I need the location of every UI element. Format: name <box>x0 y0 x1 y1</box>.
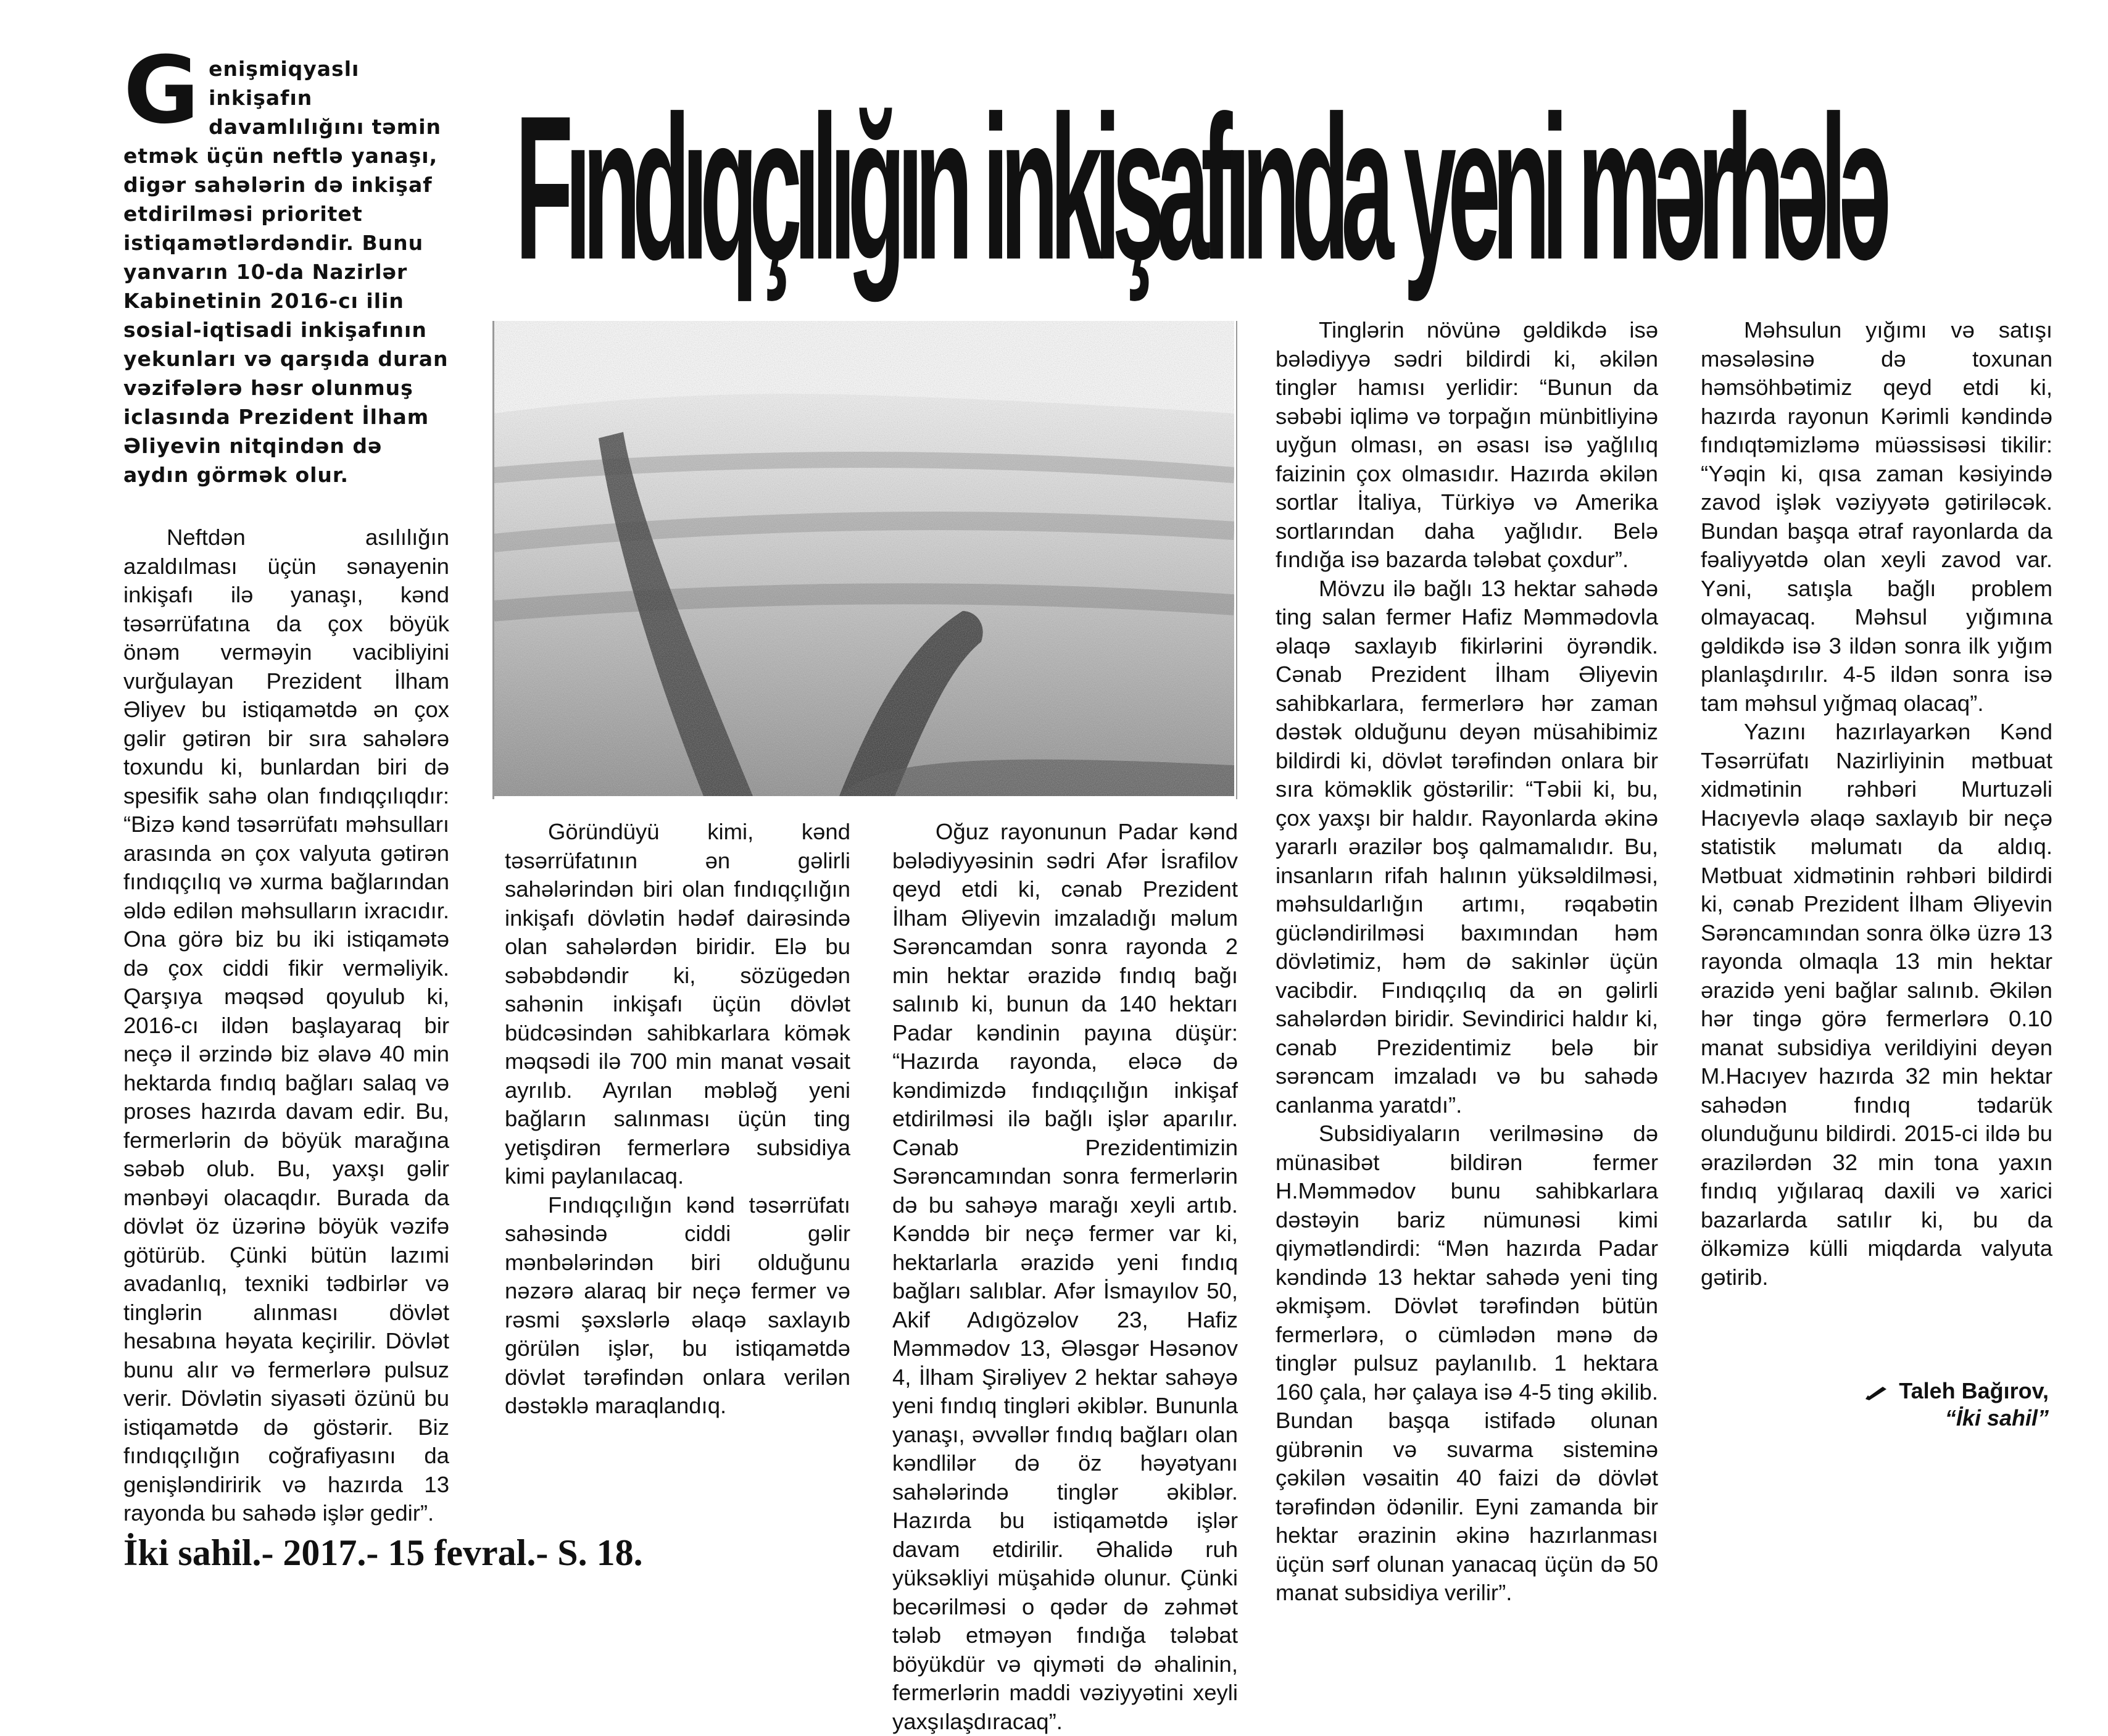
photo-border-left <box>492 321 494 799</box>
byline-author: Taleh Bağırov, <box>1899 1378 2049 1403</box>
drop-cap: G <box>123 37 201 144</box>
pen-icon <box>1864 1383 1889 1402</box>
photo-border-right <box>1236 321 1237 799</box>
lead-text: enişmiqyaslı inkişafın davamlılığını təmin etmək üçün neftlə yanaşı, digər sahələrin də inkişaf etdirilməsi prioritet istiqamətlərdəndir. Bunu yanvarın 10-da Nazirlər Kabinetinin 2016-cı ilin sosial-iqtisadi inkişafının yekunları və qarşıda duran vəzifələrə həsr olunmuş iclasında Prezident İlham Əliyevin nitqindən də aydın görmək olur. <box>123 57 449 487</box>
field-photo <box>494 321 1234 796</box>
paragraph-1: Neftdən asılılığın azaldılması üçün sənayenin inkişafı ilə yanaşı, kənd təsərrüfatına da çox böyük önəm verməyin vacibliyini vurğulayan Prezident İlham Əliyev bu istiqamətdə ən çox gəlir gətirən bir sıra sahələrə toxundu ki, bunlardan biri də spesifik sahə olan fındıqçılıqdır: “Bizə kənd təsərrüfatı məhsulları arasında ən çox valyuta gətirən fındıqçılıq və xurma bağlarından əldə edilən məhsulların ixracıdır. Ona görə biz bu iki istiqamətə də çox ciddi fikir verməliyik. Qarşıya məqsəd qoyulub ki, 2016-cı ildən başlayaraq bir neçə il ərzində biz əlavə 40 min hektarda fındıq bağları salaq və proses hazırda davam edir. Bu, fermerlərin də böyük marağına səbəb olub. Bu, yaxşı gəlir mənbəyi olacaqdır. Burada da dövlət öz üzərinə böyük vəzifə götürüb. Çünki bütün lazımi avadanlıq, texniki tədbirlər və tinglərin alınması dövlət hesabına həyata keçirilir. Dövlət bunu alır və fermerlərə pulsuz verir. Dövlətin siyasəti özünü bu istiqamətdə də göstərir. Biz fındıqçılığın coğrafiyasını da genişləndiririk və hazırda 13 rayonda bu sahədə işlər gedir”. <box>123 525 449 1526</box>
lead-paragraph <box>123 37 449 489</box>
headline: Fındıqçılığın inkişafında yeni mərhələ <box>515 72 1883 302</box>
paragraph-7: Subsidiyaların verilməsinə də münasibət bildirən fermer H.Məmmədov bunu sahibkarlara dəstəyin bariz nümunəsi kimi qiymətləndirdi: “Mən hazırda Padar kəndində 13 hektar sahədə yeni ting əkmişəm. Dövlət tərəfindən bütün fermerlərə, o cümlədən mənə də tinglər pulsuz paylanılıb. 1 hektara 160 çala, hər çalaya isə 4-5 ting əkilib. Bundan başqa istifadə olunan gübrənin və suvarma sisteminə çəkilən vəsaitin 40 faizi də dövlət tərəfindən ödənilir. Eyni zamanda bir hektar ərazinin əkinə hazırlanması üçün sərf olunan yanacaq üçün də 50 manat subsidiya verilir”. <box>1276 1121 1658 1605</box>
paragraph-5: Tinglərin növünə gəldikdə isə bələdiyyə sədri bildirdi ki, əkilən tinglər hamısı yerlidir: “Bunun da səbəbi iqlimə və torpağın münbitliyinə uyğun olması, ən əsası isə yağlılıq faizinin çox olmasıdır. Hazırda əkilən sortlar İtaliya, Türkiyə və Amerika sortlarından daha yağlıdır. Belə fındığa isə bazarda tələbat çoxdur”. <box>1276 317 1658 572</box>
paragraph-9: Yazını hazırlayarkən Kənd Təsərrüfatı Nazirliyinin mətbuat xidmətinin rəhbəri Murtuzəli Hacıyevlə əlaqə saxlayıb bir neçə statistik məlumatı da aldıq. Mətbuat xidmətinin rəhbəri bildirdi ki, cənab Prezident İlham Əliyevin Sərəncamından sonra ölkə üzrə 13 rayonda olmaqla 13 min hektar ərazidə yeni bağlar salınıb. Əkilən hər tingə görə fermerlərə 0.10 manat subsidiya verildiyini deyən M.Hacıyev hazırda 32 min hektar sahədən fındıq tədarük olunduğunu bildirdi. 2015-ci ildə bu ərazilərdən 32 min tona yaxın fındıq yığılaraq daxili və xarici bazarlarda satılır ki, bu da ölkəmizə külli miqdarda valyuta gətirib. <box>1701 719 2052 1290</box>
column-4 <box>1276 316 1658 1608</box>
byline <box>1814 1377 2049 1432</box>
column-1 <box>123 523 449 1528</box>
column-5 <box>1701 316 2052 1292</box>
paragraph-2: Göründüyü kimi, kənd təsərrüfatının ən gəlirli sahələrindən biri olan fındıqçılığın inkişafı dövlətin hədəf dairəsində olan sahələrdən biridir. Elə bu səbəbdəndir ki, sözügedən sahənin inkişafı üçün dövlət büdcəsindən sahibkarlara kömək məqsədi ilə 700 min manat vəsait ayrılıb. Ayrılan məbləğ yeni bağların salınması üçün ting yetişdirən fermerlərə subsidiya kimi paylanılacaq. <box>505 819 850 1189</box>
column-2 <box>505 818 850 1421</box>
paragraph-8: Məhsulun yığımı və satışı məsələsinə də toxunan həmsöhbətimiz qeyd etdi ki, hazırda rayonun Kərimli kəndində fındıqtəmizləmə müəssisəsi tikilir: “Yəqin ki, qısa zaman kəsiyində zavod işlək vəziyyətə gətiriləcək. Bundan başqa ətraf rayonlarda da fəaliyyətdə olan xeyli zavod var. Yəni, satışla bağlı problem olmayacaq. Məhsul yığımına gəldikdə isə 3 ildən sonra ilk yığım planlaşdırılır. 4-5 ildən sonra isə tam məhsul yığmaq olacaq”. <box>1701 317 2052 716</box>
paragraph-6: Mövzu ilə bağlı 13 hektar sahədə ting salan fermer Hafiz Məmmədovla əlaqə saxlayıb fikirlərini öyrəndik. Cənab Prezident İlham Əliyevin sahibkarlara, fermerlərə hər zaman dəstək olduğunu deyən müsahibimiz bildirdi ki, dövlət tərəfindən onlara bir sıra köməklik göstərilir: “Təbii ki, bu, çox yaxşı bir haldır. Rayonlarda əkinə yararlı ərazilər boş qalmamalıdır. Bu, insanların rifah halının yüksəldilməsi, məhsuldarlığın artımı, rəqabətin gücləndirilməsi baxımından həm dövlətimiz, həm də sakinlər üçün vacibdir. Fındıqçılıq da ən gəlirli sahələrdən biridir. Sevindirici haldır ki, cənab Prezidentimiz belə bir sərəncam imzaladı və bu sahədə canlanma yaratdı”. <box>1276 575 1658 1118</box>
column-3 <box>892 818 1238 1736</box>
byline-publication: “İki sahil” <box>1944 1405 2049 1431</box>
paragraph-3: Fındıqçılığın kənd təsərrüfatı sahəsində ciddi gəlir mənbələrindən biri olduğunu nəzərə alaraq bir neçə fermer və rəsmi şəxslərlə əlaqə saxlayıb görülən işlər, bu istiqamətdə dövlət tərəfindən onlara verilən dəstəklə maraqlandıq. <box>505 1192 850 1418</box>
source-citation: İki sahil.- 2017.- 15 fevral.- S. 18. <box>123 1532 643 1573</box>
paragraph-4: Oğuz rayonunun Padar kənd bələdiyyəsinin sədri Afər İsrafilov qeyd etdi ki, cənab Prezident İlham Əliyevin imzaladığı məlum Sərəncamdan sonra rayonda 2 min hektar ərazidə fındıq bağı salınıb ki, bunun da 140 hektarı Padar kəndinin payına düşür: “Hazırda rayonda, eləcə də kəndimizdə fındıqçılığın inkişaf etdirilməsi ilə bağlı işlər aparılır. Cənab Prezidentimizin Sərəncamından sonra fermerlərin də bu sahəyə marağı xeyli artıb. Kənddə bir neçə fermer var ki, hektarlarla ərazidə yeni fındıq bağları salıblar. Afər İsmayılov 50, Akif Adıgözəlov 23, Hafiz Məmmədov 13, Ələsgər Həsənov 4, İlham Şirəliyev 2 hektar sahəyə yeni fındıq tingləri əkiblər. Bununla yanaşı, əvvəllər fındıq bağları olan kəndlilər də öz həyətyanı sahələrində tinglər əkiblər. Hazırda bu istiqamətdə işlər davam etdirilir. Əhalidə ruh yüksəkliyi müşahidə olunur. Çünki becərilməsi o qədər də zəhmət tələb etməyən fındığa tələbat böyükdür və qiyməti də əhalinin, fermerlərin maddi vəziyyətini xeyli yaxşılaşdıracaq”. <box>892 819 1238 1734</box>
